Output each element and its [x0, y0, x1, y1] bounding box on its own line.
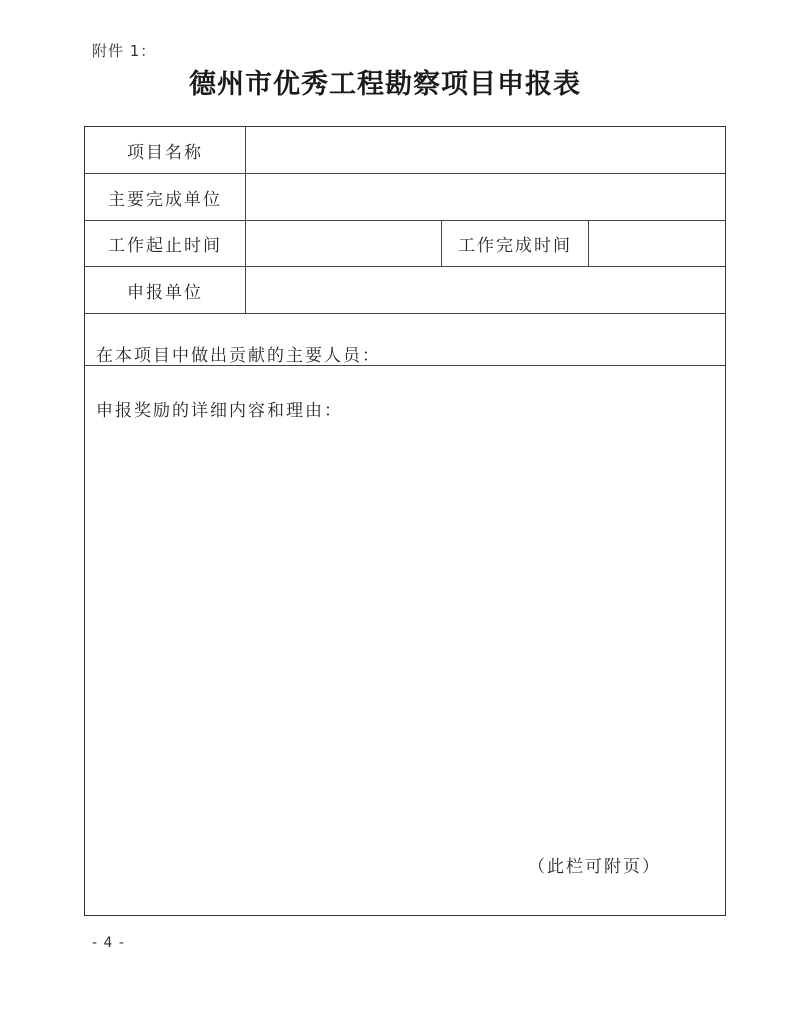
completion-time-field[interactable] [589, 221, 725, 266]
page-title: 德州市优秀工程勘察项目申报表 [189, 69, 581, 100]
main-unit-label: 主要完成单位 [85, 174, 246, 220]
page-number: - 4 - [92, 935, 125, 951]
row-work-time [85, 221, 725, 267]
project-name-field[interactable] [246, 127, 725, 173]
project-name-label: 项目名称 [85, 127, 246, 173]
contributors-label: 在本项目中做出贡献的主要人员： [96, 346, 381, 366]
attachment-label: 附件 1： [92, 42, 157, 60]
work-period-field[interactable] [246, 221, 442, 266]
applicant-unit-field[interactable] [246, 267, 725, 313]
attach-note: （此栏可附页） [528, 857, 661, 877]
details-section[interactable] [85, 366, 725, 915]
application-form-table [84, 126, 726, 916]
main-unit-field[interactable] [246, 174, 725, 220]
row-project-name [85, 127, 725, 174]
details-label: 申报奖励的详细内容和理由： [96, 401, 343, 421]
row-applicant-unit [85, 267, 725, 314]
row-main-unit [85, 174, 725, 221]
completion-time-label: 工作完成时间 [442, 221, 589, 266]
work-period-label: 工作起止时间 [85, 221, 246, 266]
row-contributors[interactable] [85, 314, 725, 366]
applicant-unit-label: 申报单位 [85, 267, 246, 313]
